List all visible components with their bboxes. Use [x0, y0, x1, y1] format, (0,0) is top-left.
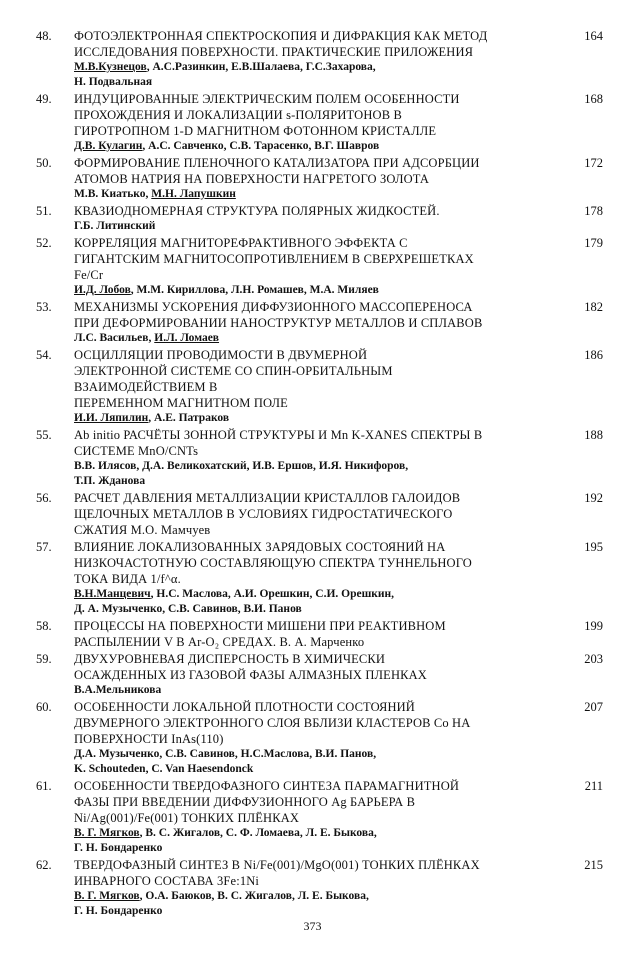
entry-page: 182 — [584, 300, 603, 314]
toc-entry — [0, 490, 625, 538]
toc-entry — [0, 778, 625, 856]
author-list: , А.С. Савченко, С.В. Тарасенко, В.Г. Шавров — [142, 140, 380, 152]
entry-title: Ab initio РАСЧЁТЫ ЗОННОЙ СТРУКТУРЫ И Mn K-XANES СПЕКТРЫ В СИСТЕМЕ MnO/CNTs — [74, 428, 483, 458]
author-list: , А.Е. Патраков — [148, 412, 230, 424]
entry-title: ТВЕРДОФАЗНЫЙ СИНТЕЗ В Ni/Fe(001)/MgO(001) ТОНКИХ ПЛЁНКАХ ИНВАРНОГО СОСТАВА 3Fe:1Ni — [74, 858, 480, 888]
presenting-author: В. Г. Мягков — [74, 827, 140, 839]
author-list: , М.М. Кириллова, Л.Н. Ромашев, М.А. Миляев — [130, 284, 379, 296]
entry-title: РАСЧЕТ ДАВЛЕНИЯ МЕТАЛЛИЗАЦИИ КРИСТАЛЛОВ ГАЛОИДОВ ЩЕЛОЧНЫХ МЕТАЛЛОВ В УСЛОВИЯХ ГИДРОСТАТИЧЕСКОГО СЖАТИЯ М.О. Мамчуев — [74, 491, 461, 537]
presenting-author: И.И. Ляпилин — [74, 412, 149, 424]
entry-number: 61. — [36, 779, 52, 793]
entry-page: 215 — [584, 858, 603, 872]
entry-page: 203 — [584, 652, 603, 666]
entry-title: ОСЦИЛЛЯЦИИ ПРОВОДИМОСТИ В ДВУМЕРНОЙ ЭЛЕКТРОННОЙ СИСТЕМЕ СО СПИН-ОРБИТАЛЬНЫМ ВЗАИМОДЕЙСТВИЕМ В ПЕРЕМЕННОМ МАГНИТНОМ ПОЛЕ — [74, 348, 393, 410]
entry-number: 57. — [36, 540, 52, 554]
entry-authors — [74, 283, 571, 298]
entry-number: 56. — [36, 491, 52, 505]
toc-entry — [0, 235, 625, 298]
entry-authors — [74, 219, 571, 234]
page-number: 373 — [303, 919, 322, 933]
toc-entry — [0, 299, 625, 346]
entry-authors — [74, 139, 571, 154]
entry-page: 199 — [584, 619, 603, 633]
toc-entry — [0, 347, 625, 426]
entry-title: ПРОЦЕССЫ НА ПОВЕРХНОСТИ МИШЕНИ ПРИ РЕАКТИВНОМ РАСПЫЛЕНИИ V В Ar-O₂ СРЕДАХ. В. А. Марченко — [74, 619, 446, 649]
toc-entry — [0, 699, 625, 777]
entry-page: 178 — [584, 204, 603, 218]
toc-entry — [0, 618, 625, 650]
entry-title: ВЛИЯНИЕ ЛОКАЛИЗОВАННЫХ ЗАРЯДОВЫХ СОСТОЯНИЙ НА НИЗКОЧАСТОТНУЮ СОСТАВЛЯЮЩУЮ СПЕКТРА ТУННЕЛЬНОГО ТОКА ВИДА 1/f^α. — [74, 540, 472, 586]
entry-authors — [74, 331, 571, 346]
author-list: , Н.С. Маслова, А.И. Орешкин, С.И. Орешкин, Д. А. Музыченко, С.В. Савинов, В.И. Панов — [74, 588, 395, 615]
author-list: , А.С.Разинкин, Е.В.Шалаева, Г.С.Захарова, Н. Подвальная — [74, 61, 376, 88]
entry-page: 172 — [584, 156, 603, 170]
presenting-author: В.Н.Манцевич — [74, 588, 151, 600]
author-list: В.В. Илясов, Д.А. Великохатский, И.В. Ершов, И.Я. Никифоров, Т.П. Жданова — [74, 460, 409, 487]
entry-authors — [74, 587, 571, 617]
entry-number: 58. — [36, 619, 52, 633]
author-list: , В. С. Жигалов, С. Ф. Ломаева, Л. Е. Быкова, Г. Н. Бондаренко — [74, 827, 377, 854]
entry-authors — [74, 411, 571, 426]
toc-entry — [0, 91, 625, 154]
entry-title: ИНДУЦИРОВАННЫЕ ЭЛЕКТРИЧЕСКИМ ПОЛЕМ ОСОБЕННОСТИ ПРОХОЖДЕНИЯ И ЛОКАЛИЗАЦИИ s-ПОЛЯРИТОНОВ В ГИРОТРОПНОМ 1-D МАГНИТНОМ ФОТОННОМ КРИСТАЛЛЕ — [74, 92, 460, 138]
entry-title: ДВУХУРОВНЕВАЯ ДИСПЕРСНОСТЬ В ХИМИЧЕСКИ ОСАЖДЕННЫХ ИЗ ГАЗОВОЙ ФАЗЫ АЛМАЗНЫХ ПЛЕНКАХ — [74, 652, 427, 682]
entry-authors — [74, 187, 571, 202]
entry-number: 53. — [36, 300, 52, 314]
presenting-author: И.Д. Лобов — [74, 284, 131, 296]
entry-page: 188 — [584, 428, 603, 442]
author-list: В.А.Мельникова — [74, 684, 162, 696]
toc-entry — [0, 651, 625, 698]
entry-title: КОРРЕЛЯЦИЯ МАГНИТОРЕФРАКТИВНОГО ЭФФЕКТА С ГИГАНТСКИМ МАГНИТОСОПРОТИВЛЕНИЕМ В СВЕРХРЕШЕТКАХ Fe/Cr — [74, 236, 474, 282]
entry-number: 51. — [36, 204, 52, 218]
entry-page: 211 — [584, 779, 603, 793]
entry-authors — [74, 747, 571, 777]
entry-title: ФОРМИРОВАНИЕ ПЛЕНОЧНОГО КАТАЛИЗАТОРА ПРИ АДСОРБЦИИ АТОМОВ НАТРИЯ НА ПОВЕРХНОСТИ НАГРЕТОГО ЗОЛОТА — [74, 156, 480, 186]
entry-page: 179 — [584, 236, 603, 250]
entry-page: 168 — [584, 92, 603, 106]
entry-title: ОСОБЕННОСТИ ЛОКАЛЬНОЙ ПЛОТНОСТИ СОСТОЯНИЙ ДВУМЕРНОГО ЭЛЕКТРОННОГО СЛОЯ ВБЛИЗИ КЛАСТЕРОВ Co НА ПОВЕРХНОСТИ InAs(110) — [74, 700, 471, 746]
toc-entry — [0, 203, 625, 234]
entry-number: 54. — [36, 348, 52, 362]
entry-title: КВАЗИОДНОМЕРНАЯ СТРУКТУРА ПОЛЯРНЫХ ЖИДКОСТЕЙ. — [74, 204, 440, 218]
entry-authors — [74, 459, 571, 489]
toc-entry — [0, 155, 625, 202]
entry-authors — [74, 826, 571, 856]
author-list: Л.С. Васильев, — [74, 332, 155, 344]
author-list: Г.Б. Литинский — [74, 220, 156, 232]
presenting-author: В. Г. Мягков — [74, 890, 140, 902]
entry-title: МЕХАНИЗМЫ УСКОРЕНИЯ ДИФФУЗИОННОГО МАССОПЕРЕНОСА ПРИ ДЕФОРМИРОВАНИИ НАНОСТРУКТУР МЕТАЛЛОВ И СПЛАВОВ — [74, 300, 483, 330]
entry-number: 60. — [36, 700, 52, 714]
table-of-contents — [0, 28, 625, 920]
author-list: , О.А. Баюков, В. С. Жигалов, Л. Е. Быкова, Г. Н. Бондаренко — [74, 890, 369, 917]
presenting-author: М.Н. Лапушкин — [151, 188, 236, 200]
presenting-author: И.Л. Ломаев — [154, 332, 220, 344]
presenting-author: Д.В. Кулагин — [74, 140, 143, 152]
entry-title: ФОТОЭЛЕКТРОННАЯ СПЕКТРОСКОПИЯ И ДИФРАКЦИЯ КАК МЕТОД ИССЛЕДОВАНИЯ ПОВЕРХНОСТИ. ПРАКТИЧЕСКИЕ ПРИЛОЖЕНИЯ — [74, 29, 488, 59]
entry-number: 62. — [36, 858, 52, 872]
entry-number: 52. — [36, 236, 52, 250]
entry-number: 49. — [36, 92, 52, 106]
entry-authors — [74, 889, 571, 919]
entry-page: 195 — [584, 540, 603, 554]
entry-page: 192 — [584, 491, 603, 505]
author-list: Д.А. Музыченко, С.В. Савинов, Н.С.Маслова, В.И. Панов, K. Schouteden, C. Van Haesendonck — [74, 748, 377, 775]
entry-page: 207 — [584, 700, 603, 714]
toc-entry — [0, 28, 625, 90]
entry-page: 186 — [584, 348, 603, 362]
entry-authors — [74, 683, 571, 698]
entry-number: 59. — [36, 652, 52, 666]
presenting-author: М.В.Кузнецов — [74, 61, 147, 73]
toc-entry — [0, 539, 625, 617]
entry-number: 55. — [36, 428, 52, 442]
entry-page: 164 — [584, 29, 603, 43]
entry-number: 50. — [36, 156, 52, 170]
toc-entry — [0, 857, 625, 919]
entry-authors — [74, 60, 571, 90]
toc-entry — [0, 427, 625, 489]
author-list: М.В. Киатько, — [74, 188, 152, 200]
entry-title: ОСОБЕННОСТИ ТВЕРДОФАЗНОГО СИНТЕЗА ПАРАМАГНИТНОЙ ФАЗЫ ПРИ ВВЕДЕНИИ ДИФФУЗИОННОГО Ag БАРЬЕРА В Ni/Ag(001)/Fe(001) ТОНКИХ ПЛЁНКАХ — [74, 779, 460, 825]
entry-number: 48. — [36, 29, 52, 43]
